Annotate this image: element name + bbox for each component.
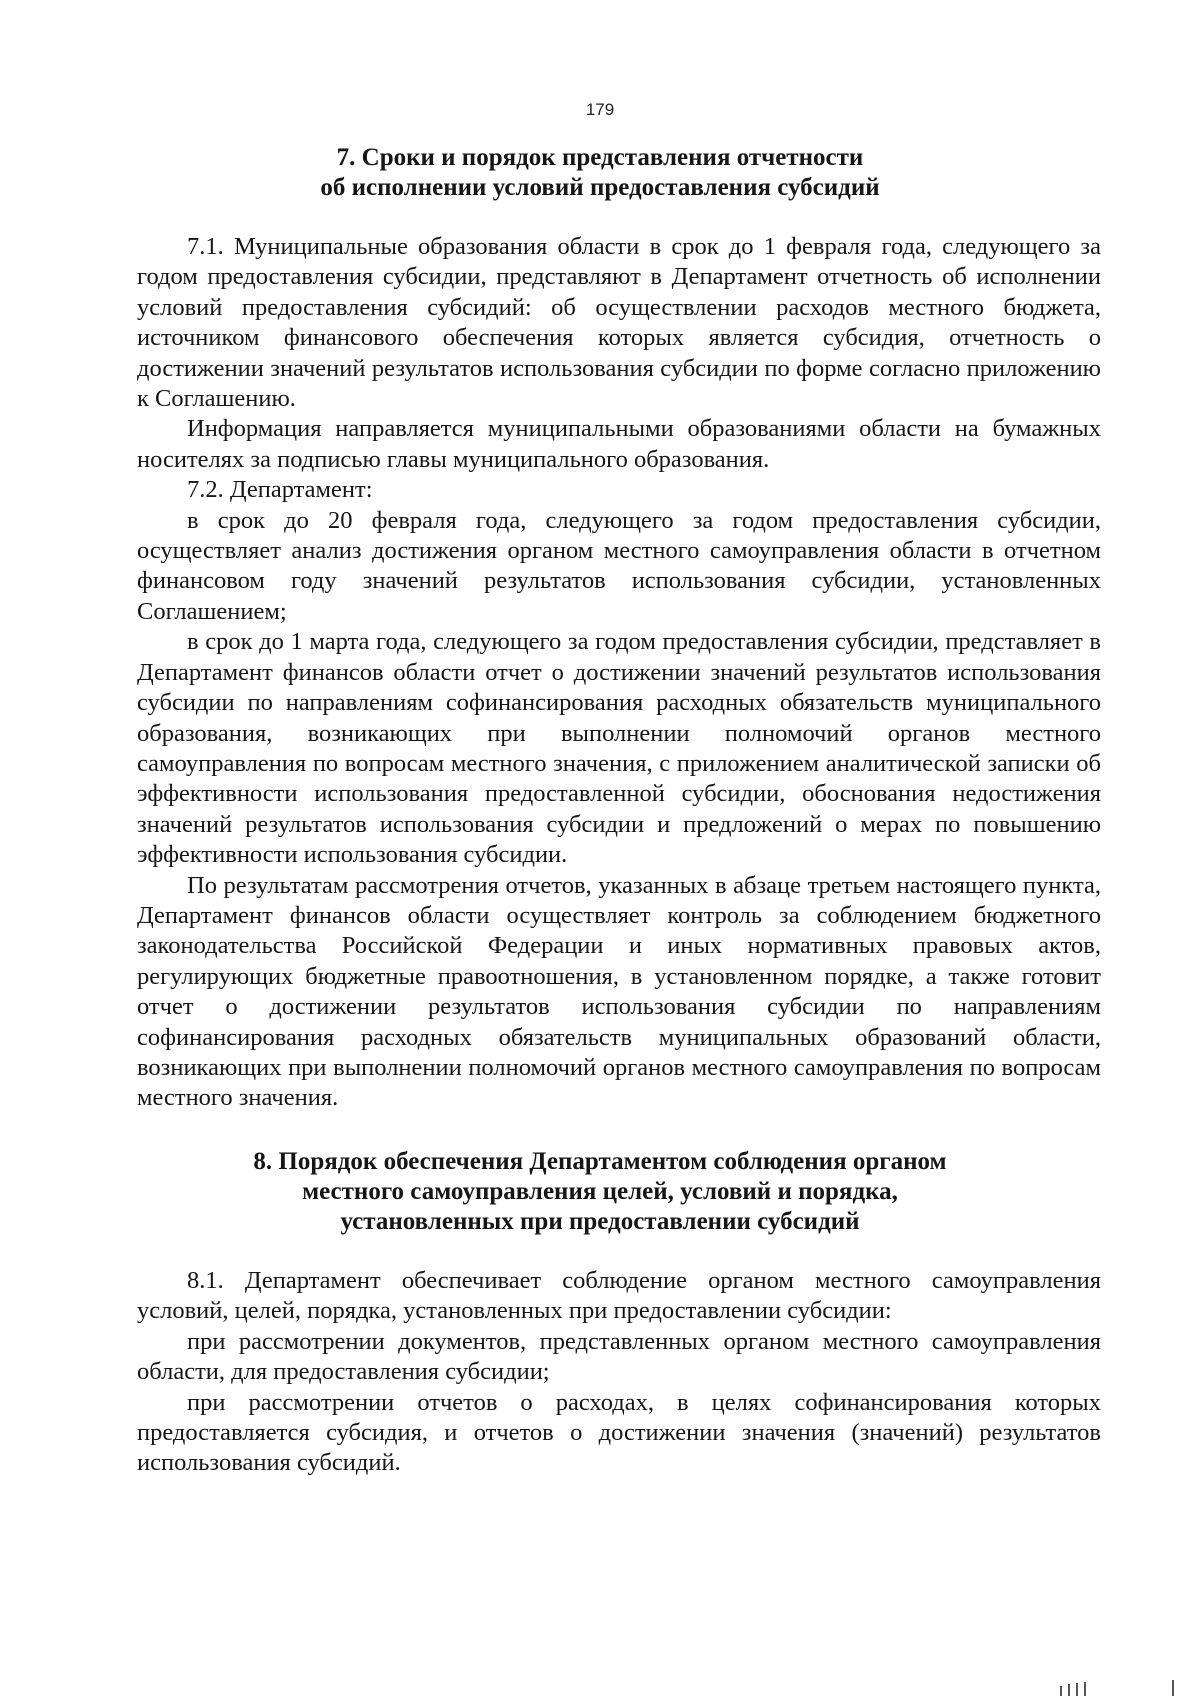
paragraph-7-2-control: По результатам рассмотрения отчетов, указанных в абзаце третьем настоящего пункта, Департамент финансов области осуществляет контроль за соблюдением бюджетного законодательства Российской Федерации и иных нормативных правовых актов, регулирующих бюджетные правоотношения, в установленном порядке, а также готовит отчет о достижении результатов использования субсидии по направлениям софинансирования расходных обязательств муниципальных образований области, возникающих при выполнении полномочий органов местного самоуправления по вопросам местного значения.	[137, 871, 1101, 1112]
paragraph-7-2: 7.2. Департамент:	[187, 476, 373, 504]
paragraph-7-2-report: в срок до 1 марта года, следующего за годом предоставления субсидии, представляет в Департамент финансов области отчет о достижении значений результатов использования субсидии по направлениям софинансирования расходных обязательств муниципального образования, возникающих при выполнении полномочий органов местного самоуправления по вопросам местного значения, с приложением аналитической записки об эффективности использования предоставленной субсидии, обоснования недостижения значений результатов использования субсидии и предложений о мерах по повышению эффективности использования субсидии.	[137, 628, 1101, 869]
section-7-body	[137, 232, 1101, 1114]
paragraph-7-2-analysis: в срок до 20 февраля года, следующего за годом предоставления субсидии, осуществляет анализ достижения органом местного самоуправления области в отчетном финансовом году значений результатов использования субсидии, установленных Соглашением;	[137, 506, 1101, 625]
section-8-body	[137, 1266, 1101, 1479]
scan-artifact-mark	[1172, 1680, 1174, 1696]
scan-artifact-mark	[1084, 1682, 1086, 1696]
paragraph-8-1-reports: при рассмотрении отчетов о расходах, в целях софинансирования которых предоставляется субсидия, и отчетов о достижении значения (значений) результатов использования субсидий.	[137, 1388, 1101, 1477]
page-number: 179	[585, 100, 615, 119]
paragraph-8-1: 8.1. Департамент обеспечивает соблюдение органом местного самоуправления условий, целей, порядка, установленных при предоставлении субсидии:	[137, 1267, 1101, 1325]
scan-artifact-mark	[1076, 1683, 1078, 1696]
section-7-heading-line-2: об исполнении условий предоставления субсидий	[320, 174, 880, 201]
paragraph-8-1-documents: при рассмотрении документов, представленных органом местного самоуправления области, для предоставления субсидии;	[137, 1327, 1101, 1386]
scan-artifact-mark	[1060, 1686, 1062, 1696]
section-8-heading-line-3: установленных при предоставлении субсидий	[340, 1208, 860, 1235]
section-8-heading-line-2: местного самоуправления целей, условий и порядка,	[302, 1178, 898, 1205]
section-8-heading-line-1: 8. Порядок обеспечения Департаментом соблюдения органом	[253, 1148, 947, 1175]
section-7-heading-line-1: 7. Сроки и порядок представления отчетности	[336, 144, 864, 171]
section-7-heading	[0, 143, 1200, 203]
paragraph-7-1-information: Информация направляется муниципальными образованиями области на бумажных носителях за подписью главы муниципального образования.	[137, 415, 1101, 473]
scan-artifact-mark	[1068, 1684, 1070, 1696]
section-8-heading	[0, 1147, 1200, 1237]
paragraph-7-1: 7.1. Муниципальные образования области в срок до 1 февраля года, следующего за годом предоставления субсидии, представляют в Департамент отчетность об исполнении условий предоставления субсидий: об осуществлении расходов местного бюджета, источником финансового обеспечения которых является субсидия, отчетность о достижении значений результатов использования субсидии по форме согласно приложению к Соглашению.	[137, 233, 1101, 413]
